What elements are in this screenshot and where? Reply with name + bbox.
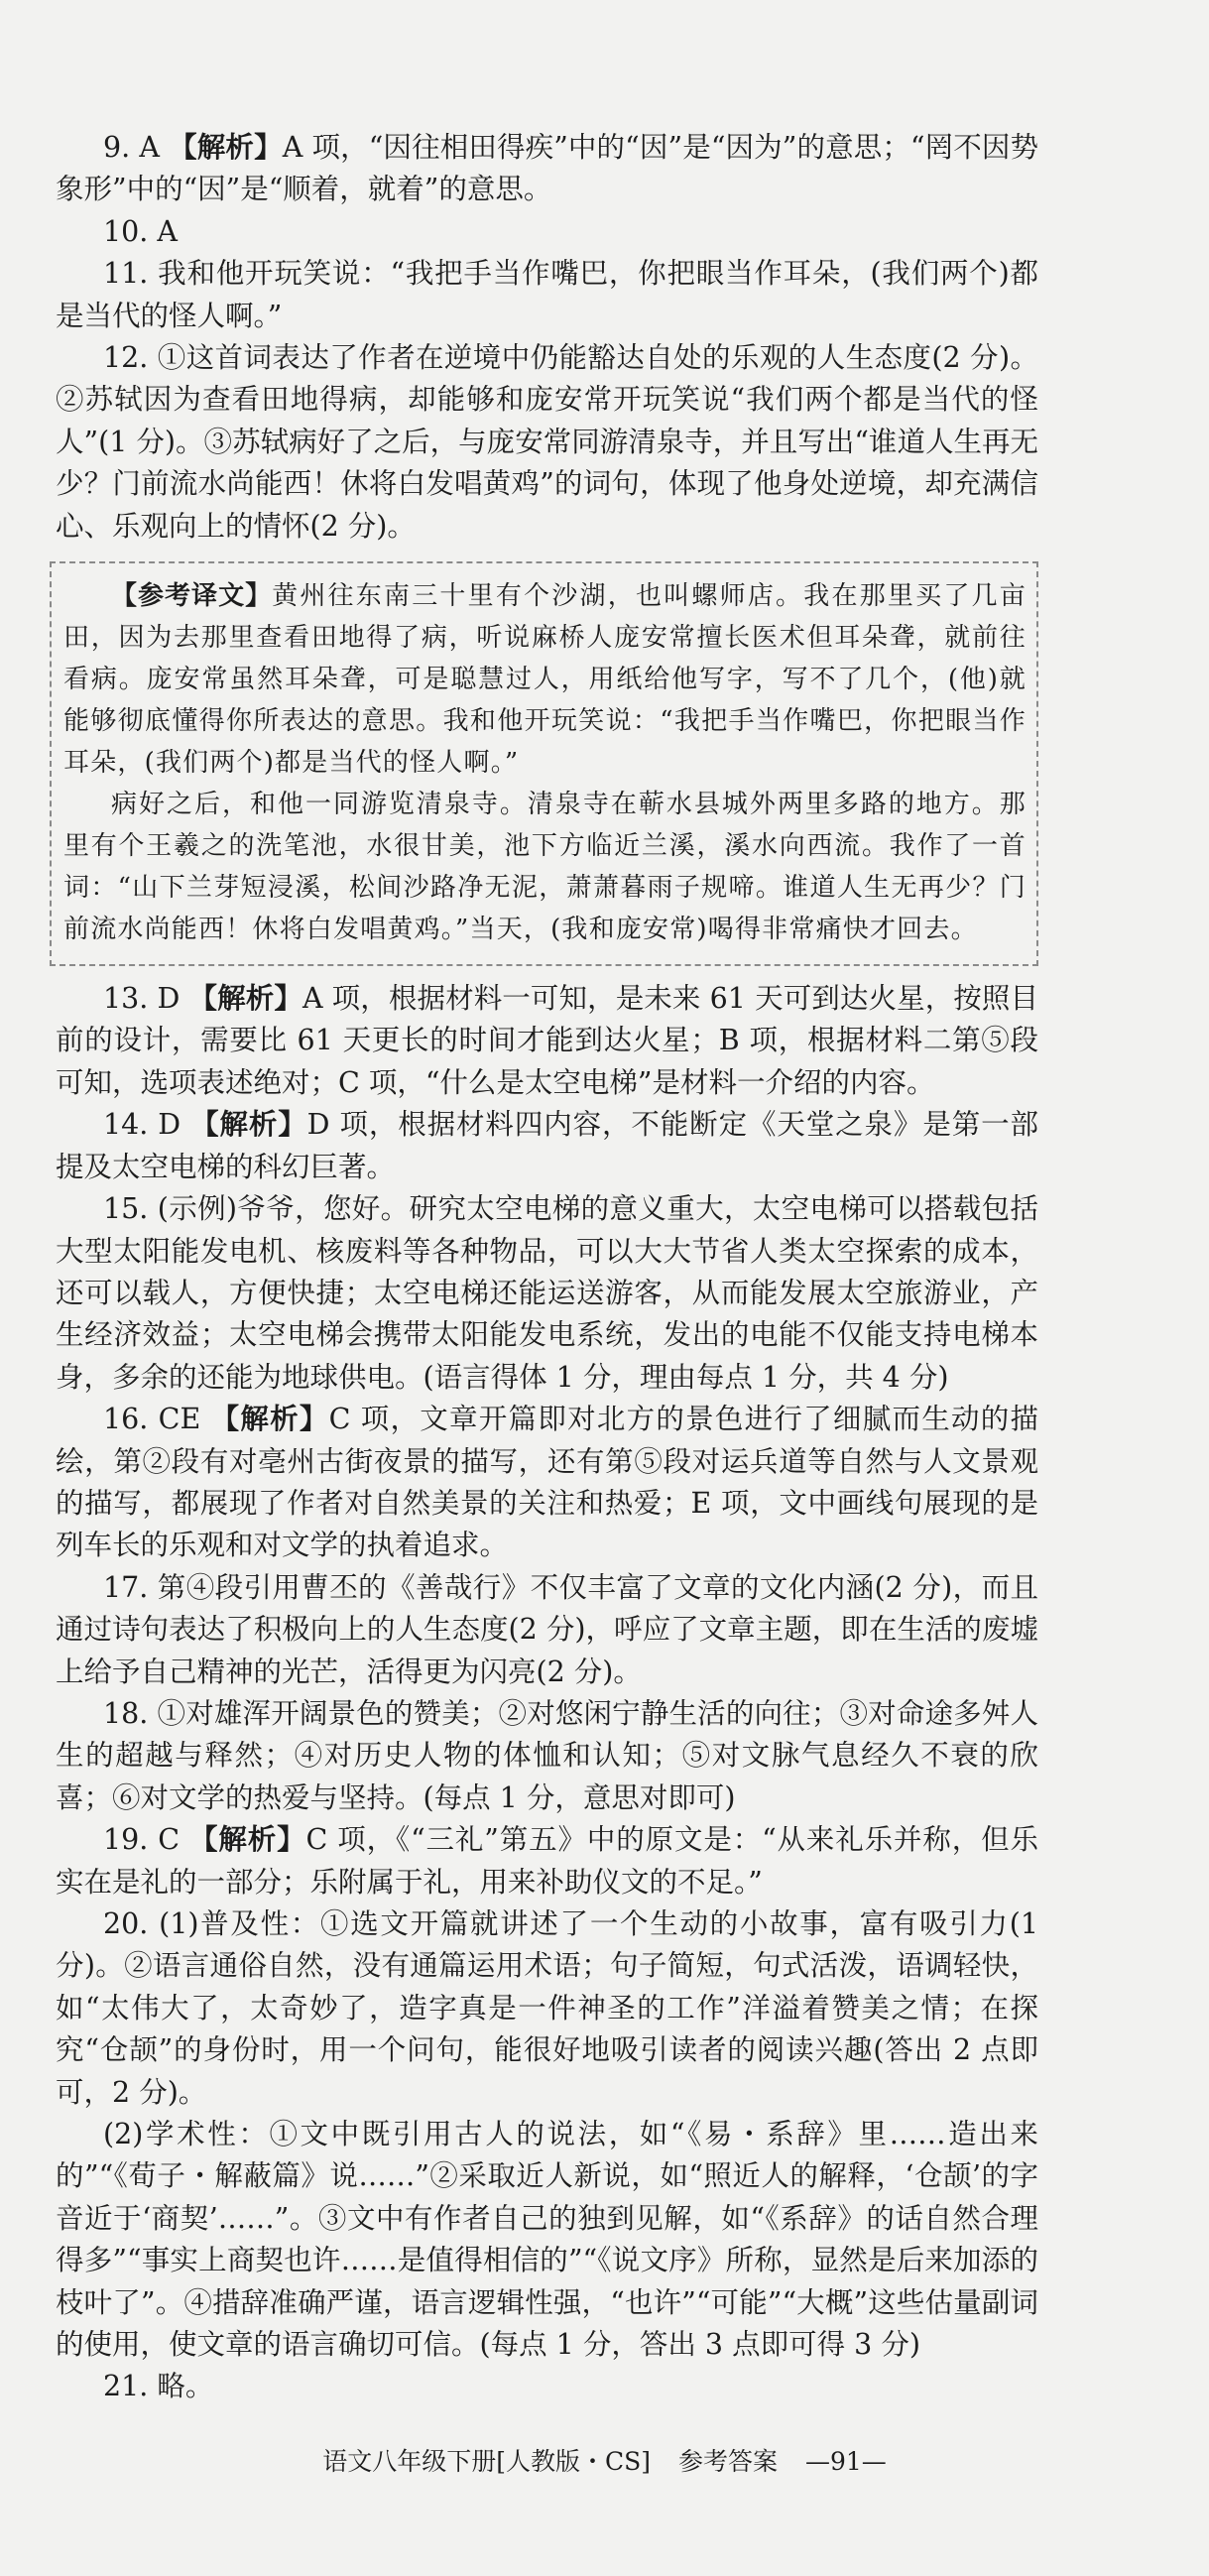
answer-15: 15. (示例)爷爷，您好。研究太空电梯的意义重大，太空电梯可以搭载包括大型太阳能发电机、核废料等各种物品，可以大大节省人类太空探索的成本，还可以载人，方便快捷；太空电梯还能运送游客，从而能发展太空旅游业，产生经济效益；太空电梯会携带太阳能发电系统，发出的电能不仅能支持电梯本身，多余的还能为地球供电。(语言得体 1 分，理由每点 1 分，共 4 分) xyxy=(56,1192,1038,1394)
answer-9-text: A 项，“因往相田得疾”中的“因”是“因为”的意思；“罔不因势象形”中的“因”是“顺着，就着”的意思。 xyxy=(56,131,1038,206)
answer-17: 17. 第④段引用曹丕的《善哉行》不仅丰富了文章的文化内涵(2 分)，而且通过诗句表达了积极向上的人生态度(2 分)，呼应了文章主题，即在生活的废墟上给予自己精神的光芒，活得更为闪亮(2 分)。 xyxy=(56,1570,1038,1688)
answer-20-part-2: (2)学术性：①文中既引用古人的说法，如“《易・系辞》里……造出来的”“《荀子・解蔽篇》说……”②采取近人新说，如“照近人的解释，‘仓颉’的字音近于‘商契’……”。③文中有作者自己的独到见解，如“《系辞》的话自然合理得多”“事实上商契也许……是值得相信的”“《说文序》所称，显然是后来加添的枝叶了”。④措辞准确严谨，语言逻辑性强，“也许”“可能”“大概”这些估量副词的使用，使文章的语言确切可信。(每点 1 分，答出 3 点即可得 3 分) xyxy=(56,2118,1038,2362)
answer-16 xyxy=(56,1399,1038,1567)
answer-13-num: 13. D xyxy=(103,982,181,1016)
footer-book-title: 语文八年级下册[人教版・CS] xyxy=(322,2447,652,2476)
answer-21: 21. 略。 xyxy=(103,2370,214,2403)
answer-19 xyxy=(56,1819,1038,1903)
answer-14-num: 14. D xyxy=(103,1108,181,1142)
analysis-tag: 【解析】 xyxy=(190,1108,307,1142)
footer-page-number: —91— xyxy=(804,2447,887,2476)
reference-translation-box xyxy=(50,561,1038,966)
analysis-tag: 【解析】 xyxy=(189,1823,306,1857)
answer-11: 11. 我和他开玩笑说：“我把手当作嘴巴，你把眼当作耳朵，(我们两个)都是当代的怪人啊。” xyxy=(56,257,1038,332)
answer-13-text: A 项，根据材料一可知，是未来 61 天可到达火星，按照目前的设计，需要比 61 天更长的时间才能到达火星；B 项，根据材料二第⑤段可知，选项表述绝对；C 项，“什么是太空电梯”是材料一介绍的内容。 xyxy=(56,982,1039,1099)
answer-16-num: 16. CE xyxy=(103,1403,201,1436)
answer-9-num: 9. A xyxy=(103,131,160,164)
answer-19-text: C 项，《“三礼”第五》中的原文是：“从来礼乐并称，但乐实在是礼的一部分；乐附属于礼，用来补助仪文的不足。” xyxy=(56,1823,1038,1899)
answer-19-num: 19. C xyxy=(103,1823,181,1857)
answer-20-part-1: 20. (1)普及性：①选文开篇就讲述了一个生动的小故事，富有吸引力(1 分)。②语言通俗自然，没有通篇运用术语；句子简短，句式活泼，语调轻快，如“太伟大了，太奇妙了，造字真是一件神圣的工作”洋溢着赞美之情；在探究“仓颉”的身份时，用一个问句，能很好地吸引读者的阅读兴趣(答出 2 点即可，2 分)。 xyxy=(56,1907,1038,2109)
answer-9 xyxy=(56,127,1038,211)
answer-14-text: D 项，根据材料四内容，不能断定《天堂之泉》是第一部提及太空电梯的科幻巨著。 xyxy=(56,1108,1038,1183)
analysis-tag: 【解析】 xyxy=(210,1403,329,1436)
translation-paragraph-1-text: 黄州往东南三十里有个沙湖，也叫螺师店。我在那里买了几亩田，因为去那里查看田地得了病，听说麻桥人庞安常擅长医术但耳朵聋，就前往看病。庞安常虽然耳朵聋，可是聪慧过人，用纸给他写字，写不了几个，(他)就能够彻底懂得你所表达的意思。我和他开玩笑说：“我把手当作嘴巴，你把眼当作耳朵，(我们两个)都是当代的怪人啊。” xyxy=(63,581,1027,779)
translation-paragraph-2: 病好之后，和他一同游览清泉寺。清泉寺在蕲水县城外两里多路的地方。那里有个王羲之的洗笔池，水很甘美，池下方临近兰溪，溪水向西流。我作了一首词：“山下兰芽短浸溪，松间沙路净无泥，萧萧暮雨子规啼。谁道人生无再少？门前流水尚能西！休将白发唱黄鸡。”当天，(我和庞安常)喝得非常痛快才回去。 xyxy=(63,790,1027,945)
translation-paragraph-1 xyxy=(63,575,1027,784)
answer-13 xyxy=(56,978,1038,1104)
analysis-tag: 【解析】 xyxy=(169,131,283,164)
translation-tag: 【参考译文】 xyxy=(111,581,273,612)
footer-section: 参考答案 xyxy=(677,2447,778,2476)
analysis-tag: 【解析】 xyxy=(188,982,302,1016)
page-footer xyxy=(0,2442,1209,2478)
answer-18: 18. ①对雄浑开阔景色的赞美；②对悠闲宁静生活的向往；③对命途多舛人生的超越与释然；④对历史人物的体恤和认知；⑤对文脉气息经久不衰的欣喜；⑥对文学的热爱与坚持。(每点 1 分，意思对即可) xyxy=(56,1696,1038,1814)
answer-14 xyxy=(56,1104,1038,1188)
answer-16-text: C 项，文章开篇即对北方的景色进行了细腻而生动的描绘，第②段有对亳州古街夜景的描写，还有第⑤段对运兵道等自然与人文景观的描写，都展现了作者对自然美景的关注和热爱；E 项，文中画线句展现的是列车长的乐观和对文学的执着追求。 xyxy=(56,1403,1038,1562)
answer-10: 10. A xyxy=(103,214,178,248)
answer-12: 12. ①这首词表达了作者在逆境中仍能豁达自处的乐观的人生态度(2 分)。②苏轼因为查看田地得病，却能够和庞安常开玩笑说“我们两个都是当代的怪人”(1 分)。③苏轼病好了之后，与庞安常同游清泉寺，并且写出“谁道人生再无少？门前流水尚能西！休将白发唱黄鸡”的词句，体现了他身处逆境，却充满信心、乐观向上的情怀(2 分)。 xyxy=(56,341,1038,543)
